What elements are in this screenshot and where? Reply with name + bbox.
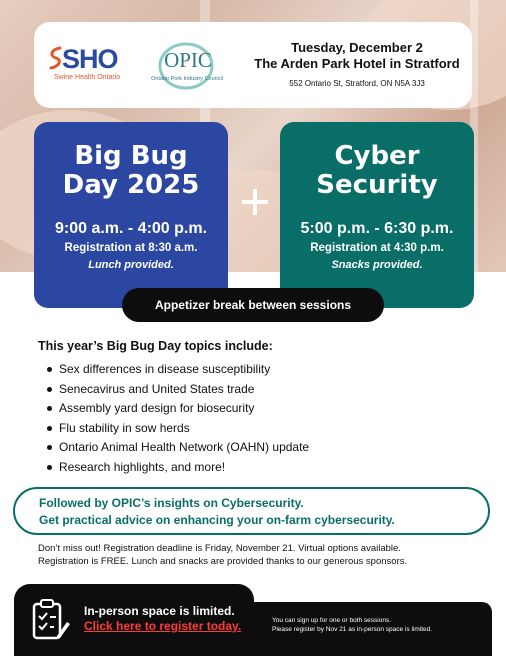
bullet-icon — [47, 406, 52, 411]
session-time: 9:00 a.m. - 4:00 p.m. — [54, 220, 208, 237]
session-note: Snacks provided. — [331, 259, 423, 271]
session-title-line: Cyber — [334, 141, 420, 171]
list-item — [45, 382, 309, 402]
sho-logo — [48, 44, 134, 88]
footer-note — [272, 616, 488, 634]
deadline-line: Don’t miss out! Registration deadline is Friday, November 21. Virtual options available. — [38, 543, 401, 554]
callout-line: Get practical advice on enhancing your on-farm cybersecurity. — [39, 513, 395, 527]
event-date: Tuesday, December 2 — [291, 40, 423, 55]
list-item — [45, 440, 309, 460]
topics-heading: This year’s Big Bug Day topics include: — [38, 339, 273, 353]
list-item — [45, 421, 309, 441]
deadline-notice — [38, 542, 478, 568]
opic-logo — [150, 36, 224, 96]
big-bug-day-card — [34, 122, 228, 308]
session-registration-time: Registration at 8:30 a.m. — [64, 242, 198, 254]
topics-list — [45, 362, 309, 479]
sho-logo-subtitle: Swine Health Ontario — [54, 74, 121, 81]
sho-logo-text: SHO — [62, 44, 118, 74]
session-title — [34, 142, 228, 200]
topic-label: Senecavirus and United States trade — [59, 381, 255, 396]
topic-label: Sex differences in disease susceptibility — [59, 362, 271, 376]
callout-line: Followed by OPIC’s insights on Cybersecurity. — [39, 496, 304, 510]
plus-icon — [241, 188, 269, 216]
session-time: 5:00 p.m. - 6:30 p.m. — [300, 220, 454, 237]
list-item — [45, 362, 309, 382]
appetizer-break-banner: Appetizer break between sessions — [122, 288, 384, 322]
topic-label: Research highlights, and more! — [59, 459, 226, 474]
footer-title: In-person space is limited. — [84, 604, 235, 618]
opic-logo-subtitle: Ontario Pork Industry Council — [151, 76, 223, 82]
footer-note-line: You can sign up for one or both sessions. — [272, 617, 392, 624]
session-title-line: Big Bug — [74, 141, 188, 171]
session-title-line: Security — [316, 170, 438, 200]
event-venue: The Arden Park Hotel in Stratford — [254, 56, 460, 71]
topic-label: Ontario Animal Health Network (OAHN) update — [59, 440, 310, 454]
register-link[interactable]: Click here to register today. — [84, 619, 242, 633]
cyber-security-card — [280, 122, 474, 308]
opic-logo-text: OPIC — [164, 48, 212, 72]
topic-label: Flu stability in sow herds — [59, 420, 190, 435]
session-note: Lunch provided. — [88, 259, 174, 271]
session-title — [280, 142, 474, 200]
session-title-line: Day 2025 — [62, 170, 200, 200]
cybersecurity-callout — [13, 487, 490, 535]
list-item — [45, 460, 309, 480]
clipboard-icon — [30, 598, 72, 642]
bullet-icon — [47, 465, 52, 470]
topic-label: Assembly yard design for biosecurity — [59, 401, 255, 415]
footer-note-line: Please register by Nov 21 as in-person space is limited. — [272, 626, 433, 633]
bullet-icon — [47, 426, 52, 431]
event-address: 552 Ontario St, Stratford, ON N5A 3J3 — [289, 79, 425, 88]
deadline-line: Registration is FREE. Lunch and snacks are provided thanks to our generous sponsors. — [38, 556, 408, 567]
session-registration-time: Registration at 4:30 p.m. — [310, 242, 444, 254]
bullet-icon — [47, 445, 52, 450]
list-item — [45, 401, 309, 421]
header-card — [34, 22, 472, 108]
bullet-icon — [47, 387, 52, 392]
bullet-icon — [47, 367, 52, 372]
